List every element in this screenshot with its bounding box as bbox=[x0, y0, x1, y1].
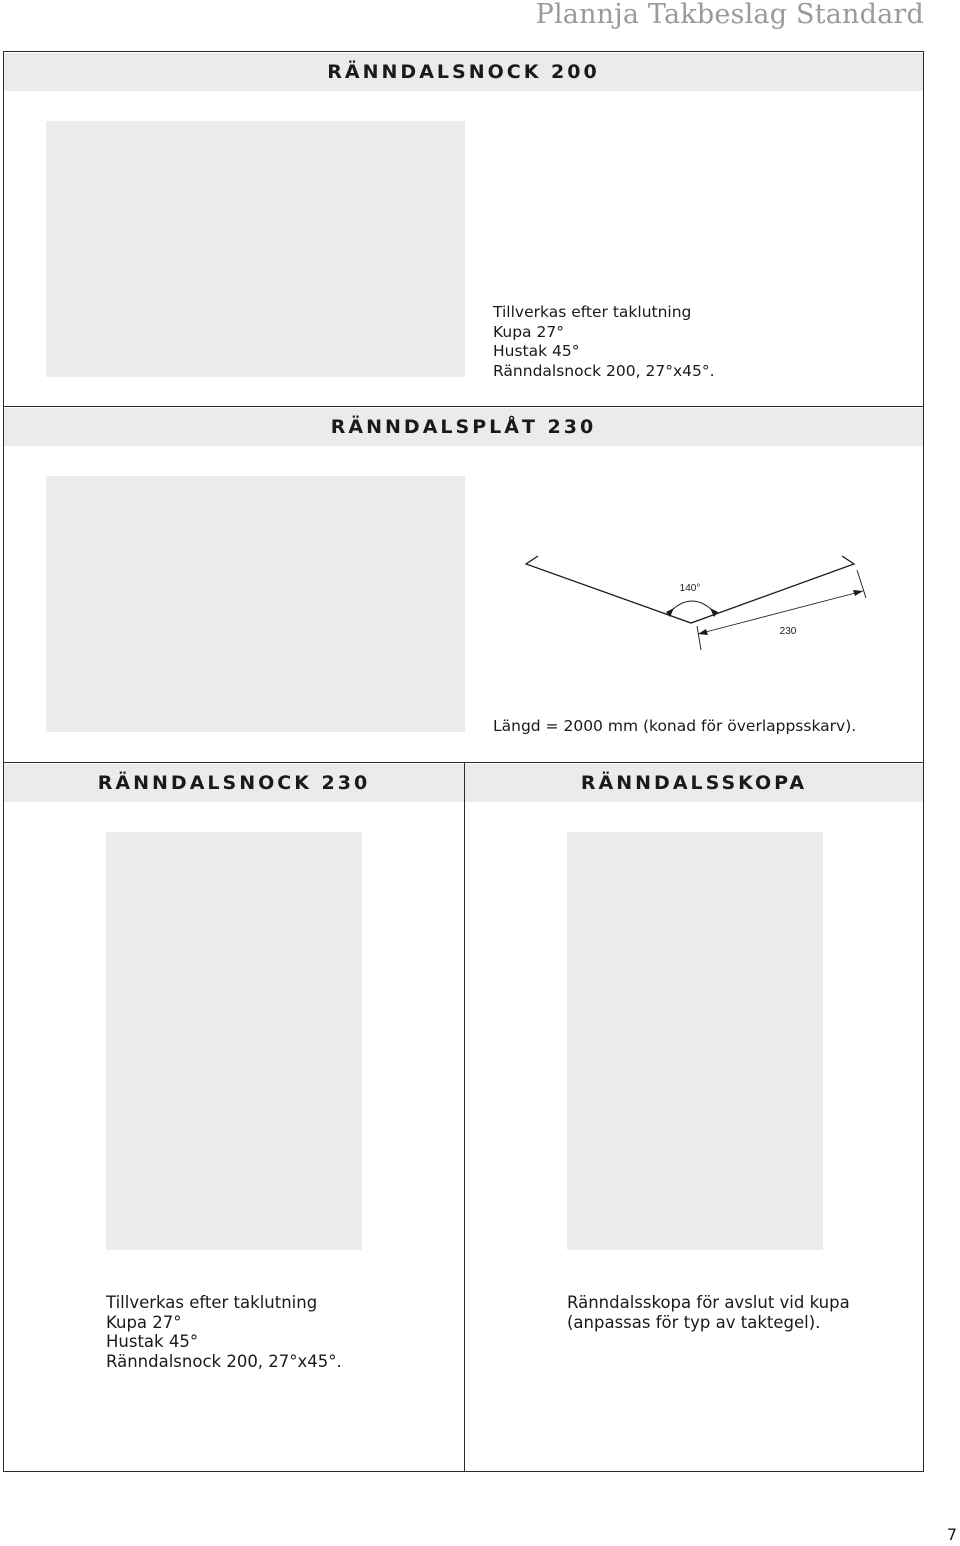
section-title-ranndalsnock-200: RÄNNDALSNOCK 200 bbox=[4, 53, 923, 91]
section-divider bbox=[4, 406, 923, 407]
angle-arc bbox=[668, 601, 716, 614]
desc-line: Ränndalsnock 200, 27°x45°. bbox=[106, 1351, 342, 1371]
desc-line: Tillverkas efter taklutning bbox=[106, 1293, 318, 1312]
description-ranndalsplat-230 bbox=[493, 717, 856, 737]
desc-line: Längd = 2000 mm (konad för överlappsskarv). bbox=[493, 717, 857, 735]
product-image-ranndalsskopa bbox=[567, 832, 823, 1250]
product-image-ranndalsnock-230 bbox=[106, 832, 362, 1250]
section-title-ranndalsskopa: RÄNNDALSSKOPA bbox=[465, 764, 923, 802]
section-title-ranndalsnock-230: RÄNNDALSNOCK 230 bbox=[4, 764, 464, 802]
angle-label: 140° bbox=[679, 583, 701, 594]
desc-line: Kupa 27° bbox=[493, 322, 564, 341]
column-divider bbox=[464, 762, 465, 1472]
desc-line: Ränndalsnock 200, 27°x45°. bbox=[493, 361, 715, 380]
arc-arrow-left bbox=[666, 608, 674, 617]
description-ranndalsskopa bbox=[567, 1293, 850, 1332]
description-ranndalsnock-200 bbox=[493, 303, 715, 381]
desc-line: Hustak 45° bbox=[106, 1332, 199, 1351]
product-sheet-frame bbox=[3, 51, 924, 1472]
desc-line: (anpassas för typ av taktegel). bbox=[567, 1312, 821, 1332]
section-title-ranndalsplat-230: RÄNNDALSPLÅT 230 bbox=[4, 408, 923, 446]
product-image-ranndalsnock-200 bbox=[46, 121, 465, 377]
length-label: 230 bbox=[779, 626, 797, 637]
desc-line: Kupa 27° bbox=[106, 1312, 182, 1332]
desc-line: Ränndalsskopa för avslut vid kupa bbox=[567, 1293, 850, 1312]
dimension-extension-left bbox=[697, 626, 701, 650]
profile-diagram-ranndalsplat bbox=[516, 546, 876, 658]
page-number: 7 bbox=[946, 1525, 957, 1544]
product-image-ranndalsplat-230 bbox=[46, 476, 465, 732]
dim-arrow-right bbox=[853, 590, 863, 596]
dim-arrow-left bbox=[698, 629, 708, 635]
brand-title: Plannja Takbeslag Standard bbox=[535, 0, 924, 30]
desc-line: Hustak 45° bbox=[493, 342, 580, 360]
desc-line: Tillverkas efter taklutning bbox=[493, 303, 692, 321]
description-ranndalsnock-230 bbox=[106, 1293, 342, 1371]
